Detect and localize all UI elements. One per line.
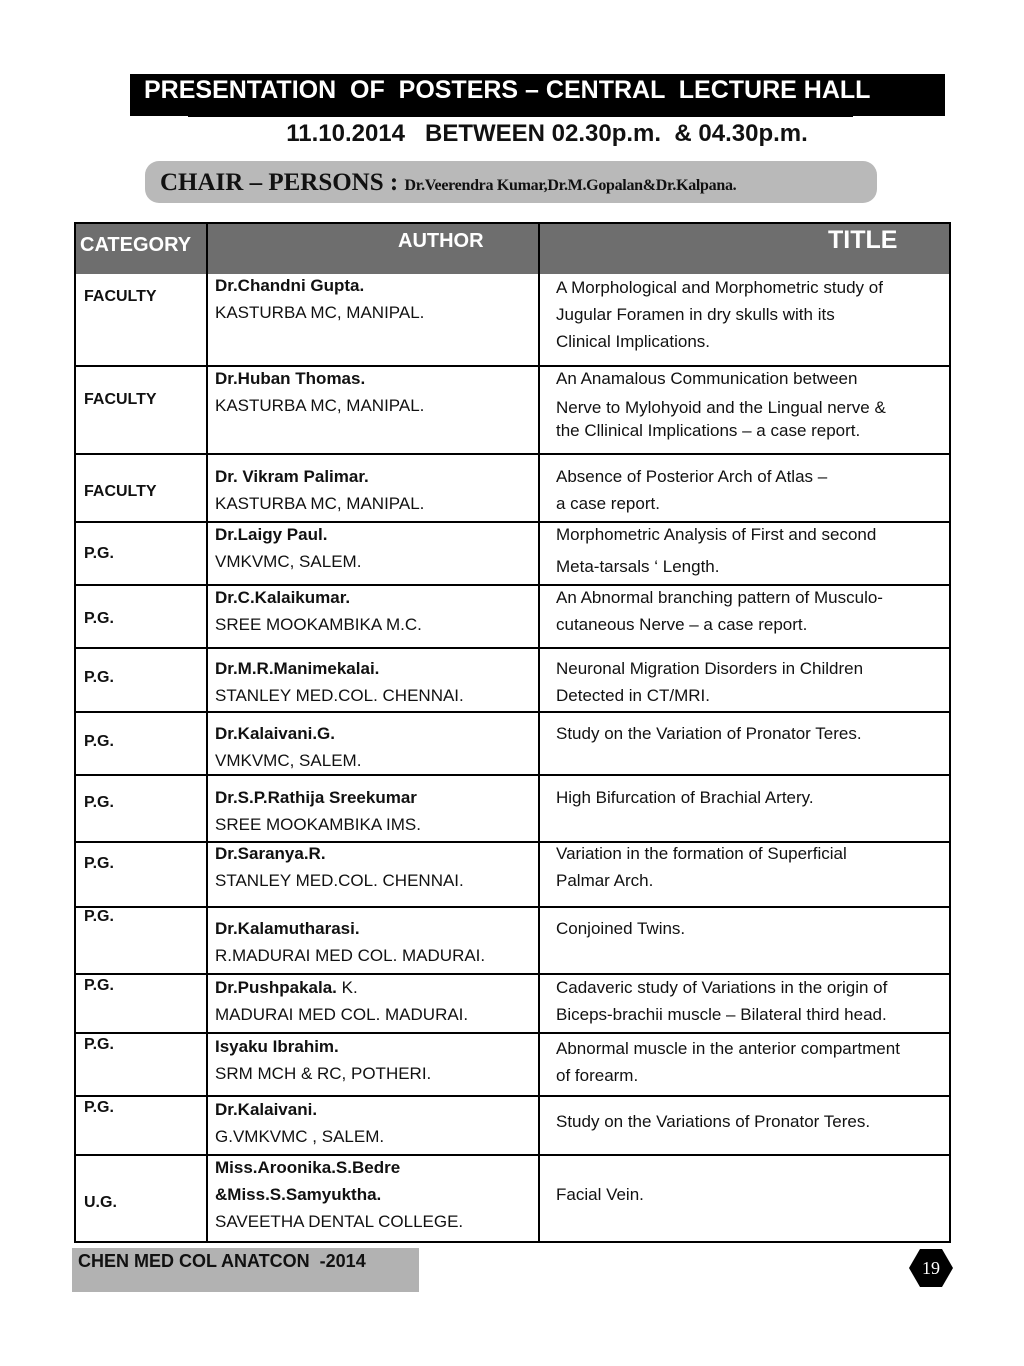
row-author	[215, 655, 464, 709]
row-title	[556, 1108, 946, 1135]
row-category: P.G.	[84, 855, 114, 872]
author-name: Dr.Laigy Paul.	[215, 525, 328, 544]
author-affiliation: KASTURBA MC, MANIPAL.	[215, 303, 425, 322]
title-line: Abnormal muscle in the anterior compartment	[556, 1039, 900, 1058]
row-category: P.G.	[84, 794, 114, 811]
title-line: An Abnormal branching pattern of Musculo-	[556, 588, 883, 607]
header-author: AUTHOR	[398, 230, 484, 252]
author-affiliation: SAVEETHA DENTAL COLLEGE.	[215, 1212, 464, 1231]
author-name: Dr.C.Kalaikumar.	[215, 588, 351, 607]
title-line: Study on the Variations of Pronator Teres.	[556, 1112, 871, 1131]
title-line: Nerve to Mylohyoid and the Lingual nerve &	[556, 398, 886, 417]
row-category: FACULTY	[84, 391, 157, 408]
poster-table	[74, 222, 951, 1243]
column-divider	[206, 224, 208, 1241]
author-name: Dr.Kalamutharasi.	[215, 919, 360, 938]
row-author	[215, 915, 485, 969]
author-name: Dr.Kalaivani.G.	[215, 724, 335, 743]
row-author	[215, 720, 361, 774]
title-line: a case report.	[556, 494, 660, 513]
session-date: 11.10.2014 BETWEEN 02.30p.m. & 04.30p.m.	[286, 120, 808, 147]
author-affiliation: R.MADURAI MED COL. MADURAI.	[215, 946, 486, 965]
title-line: Clinical Implications.	[556, 332, 710, 351]
row-author	[215, 463, 424, 517]
author-name: Dr. Vikram Palimar.	[215, 467, 369, 486]
chair-persons-box	[145, 161, 877, 203]
title-line: cutaneous Nerve – a case report.	[556, 615, 808, 634]
author-name: Dr.S.P.Rathija Sreekumar	[215, 788, 417, 807]
header-category: CATEGORY	[80, 234, 192, 256]
row-title	[556, 521, 946, 580]
page-title: PRESENTATION OF POSTERS – CENTRAL LECTURE HALL	[130, 74, 945, 116]
row-author	[215, 784, 421, 838]
title-line: An Anamalous Communication between	[556, 369, 858, 388]
title-line: A Morphological and Morphometric study of	[556, 278, 883, 297]
row-title	[556, 720, 946, 747]
title-line: Meta-tarsals ‘ Length.	[556, 557, 720, 576]
header-title: TITLE	[828, 226, 898, 254]
author-name: Dr.M.R.Manimekalai.	[215, 659, 380, 678]
author-affiliation: KASTURBA MC, MANIPAL.	[215, 396, 425, 415]
row-category: FACULTY	[84, 483, 157, 500]
author-affiliation: KASTURBA MC, MANIPAL.	[215, 494, 425, 513]
column-divider	[538, 224, 540, 1241]
row-title	[556, 655, 946, 709]
row-author	[215, 272, 424, 326]
author-affiliation: SREE MOOKAMBIKA IMS.	[215, 815, 421, 834]
author-affiliation: STANLEY MED.COL. CHENNAI.	[215, 871, 464, 890]
row-title	[556, 840, 946, 894]
title-line: the Cllinical Implications – a case report.	[556, 421, 861, 440]
author-name: Miss.Aroonika.S.Bedre	[215, 1158, 401, 1177]
page-number-badge	[908, 1248, 954, 1288]
title-line: Absence of Posterior Arch of Atlas –	[556, 467, 828, 486]
row-title	[556, 1035, 946, 1089]
author-affiliation: SREE MOOKAMBIKA M.C.	[215, 615, 422, 634]
title-line: of forearm.	[556, 1066, 639, 1085]
chair-label: CHAIR – PERSONS :	[160, 169, 405, 196]
row-title	[556, 784, 946, 811]
title-line: Biceps-brachii muscle – Bilateral third head.	[556, 1005, 887, 1024]
row-author	[215, 1096, 384, 1150]
row-title	[556, 1181, 946, 1208]
title-line: Study on the Variation of Pronator Teres.	[556, 724, 862, 743]
row-author	[215, 584, 422, 638]
title-line: Detected in CT/MRI.	[556, 686, 710, 705]
author-name: Dr.Saranya.R.	[215, 844, 326, 863]
row-title	[556, 974, 946, 1028]
row-category: P.G.	[84, 1099, 114, 1116]
row-category: FACULTY	[84, 288, 157, 305]
author-name: Dr.Kalaivani.	[215, 1100, 318, 1119]
row-category: P.G.	[84, 610, 114, 627]
author-affiliation: MADURAI MED COL. MADURAI.	[215, 1005, 469, 1024]
row-author	[215, 365, 424, 419]
author-name: Isyaku Ibrahim.	[215, 1037, 339, 1056]
row-category: P.G.	[84, 977, 114, 994]
author-affiliation: SRM MCH & RC, POTHERI.	[215, 1064, 432, 1083]
title-line: Facial Vein.	[556, 1185, 644, 1204]
row-author	[215, 521, 361, 575]
author-affiliation: VMKVMC, SALEM.	[215, 552, 362, 571]
footer-label: CHEN MED COL ANATCON -2014	[72, 1248, 419, 1292]
title-line: Variation in the formation of Superficial	[556, 844, 847, 863]
title-line: Cadaveric study of Variations in the origin of	[556, 978, 888, 997]
row-category: U.G.	[84, 1194, 117, 1211]
row-category: P.G.	[84, 1036, 114, 1053]
title-line: Neuronal Migration Disorders in Children	[556, 659, 864, 678]
row-title	[556, 584, 946, 638]
author-affiliation: G.VMKVMC , SALEM.	[215, 1127, 385, 1146]
row-title	[556, 915, 946, 942]
author-name-suffix: K.	[336, 978, 358, 997]
row-author	[215, 840, 464, 894]
row-author	[215, 1033, 431, 1087]
author-affiliation: VMKVMC, SALEM.	[215, 751, 362, 770]
row-category: P.G.	[84, 669, 114, 686]
chair-names: Dr.Veerendra Kumar,Dr.M.Gopalan&Dr.Kalpana.	[404, 177, 737, 194]
author-name	[215, 974, 468, 1001]
author-name: Dr.Huban Thomas.	[215, 369, 366, 388]
row-category: P.G.	[84, 545, 114, 562]
title-line: High Bifurcation of Brachial Artery.	[556, 788, 814, 807]
row-title	[556, 274, 946, 355]
author-name-text: Dr.Pushpakala.	[215, 978, 337, 997]
title-line: Conjoined Twins.	[556, 919, 686, 938]
title-line: Jugular Foramen in dry skulls with its	[556, 305, 835, 324]
author-name: Dr.Chandni Gupta.	[215, 276, 365, 295]
row-category: P.G.	[84, 733, 114, 750]
author-name-2: &Miss.S.Samyuktha.	[215, 1185, 382, 1204]
row-author	[215, 974, 468, 1028]
row-category: P.G.	[84, 908, 114, 925]
row-title	[556, 365, 946, 442]
title-line: Palmar Arch.	[556, 871, 654, 890]
row-author	[215, 1154, 463, 1235]
row-title	[556, 463, 946, 517]
title-line: Morphometric Analysis of First and second	[556, 525, 877, 544]
page-number: 19	[922, 1258, 940, 1278]
author-affiliation: STANLEY MED.COL. CHENNAI.	[215, 686, 464, 705]
